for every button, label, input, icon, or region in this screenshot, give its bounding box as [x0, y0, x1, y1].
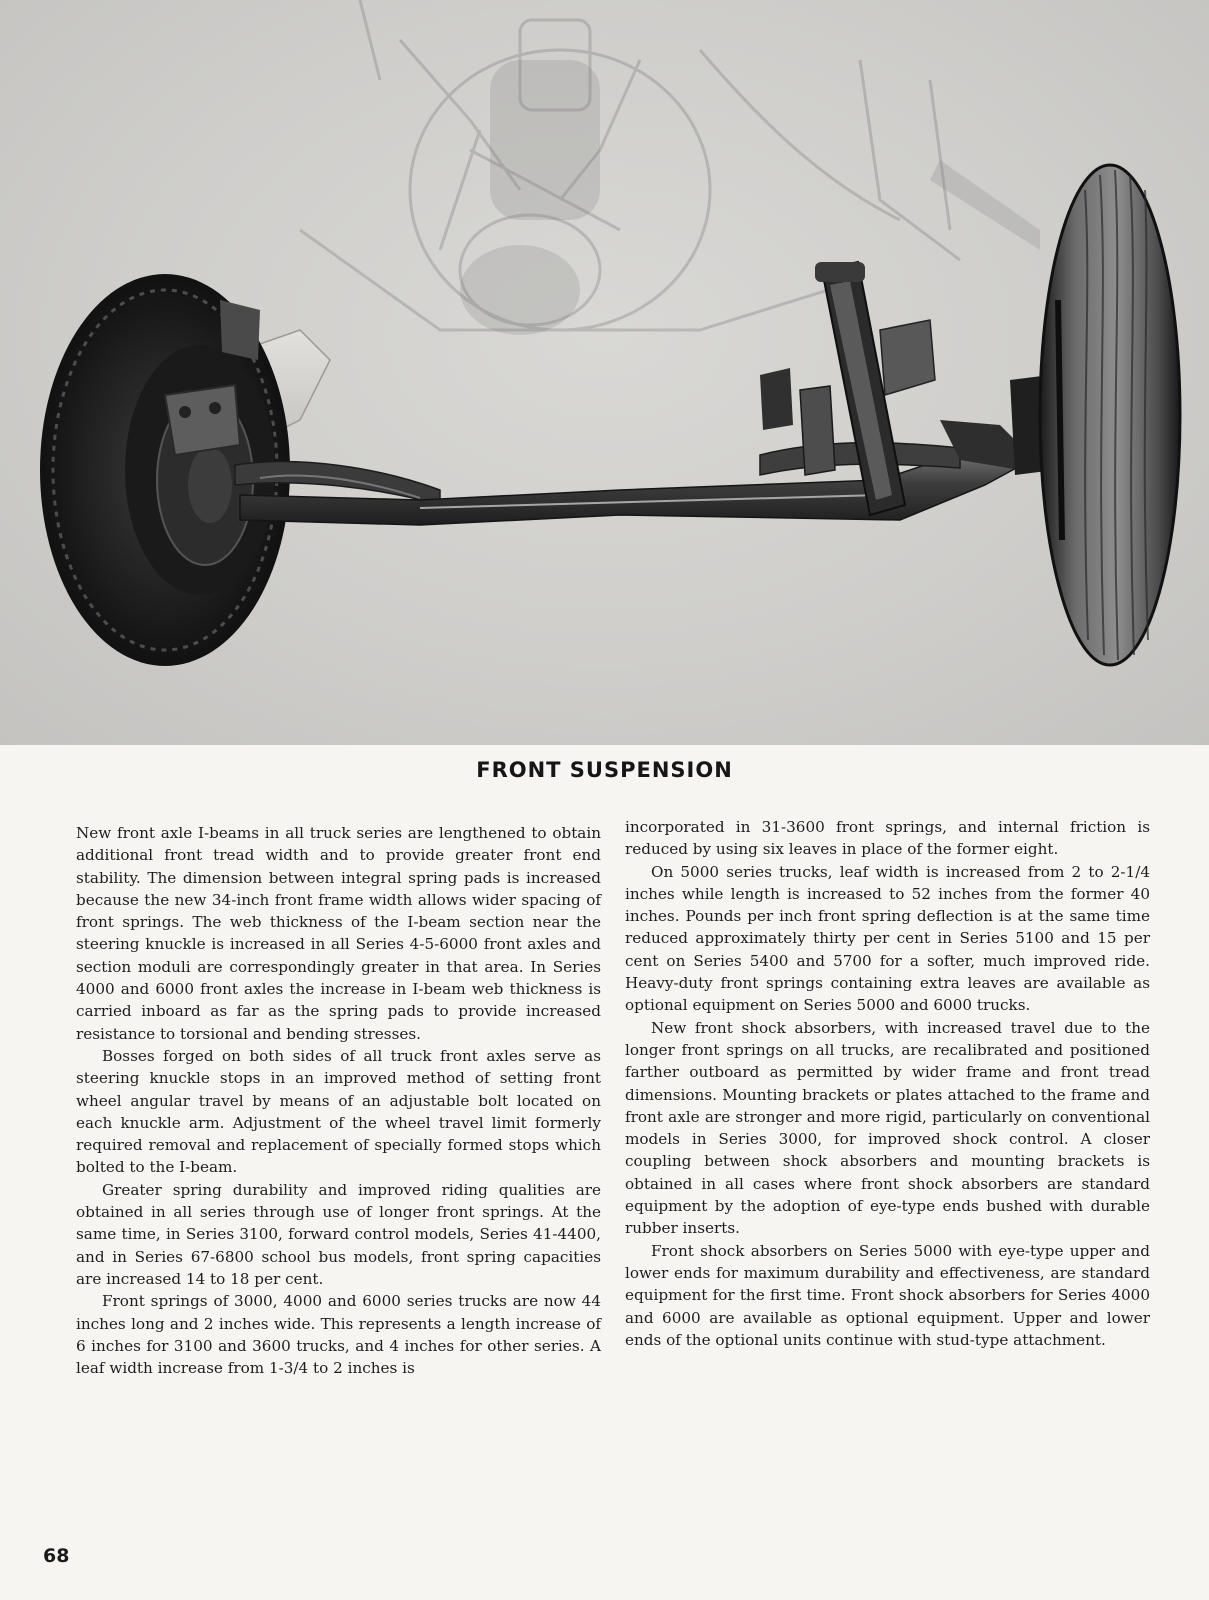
front-axle-illustration: [0, 0, 1209, 745]
paragraph: Greater spring durability and improved riding qualities are obtained in all series through use of longer front springs. At the same time, in Series 3100, forward control models, Series 41-4400, and in Series 67-6800 school bus models, front spring capacities are increased 14 to 18 per cent.: [76, 1180, 601, 1288]
paragraph: On 5000 series trucks, leaf width is increased from 2 to 2-1/4 inches while length is increased to 52 inches from the former 40 inches. Pounds per inch front spring deflection is at the same time reduced approximately thirty per cent in Series 5100 and 15 per cent on Series 5400 and 5700 for a softer, much improved ride. Heavy-duty front springs containing extra leaves are available as optional equipment on Series 5000 and 6000 trucks.: [625, 862, 1150, 1015]
page-title: FRONT SUSPENSION: [476, 758, 733, 782]
paragraph: Bosses forged on both sides of all truck front axles serve as steering knuckle stops in an improved method of setting front wheel angular travel by means of an adjustable bolt located on each knuckle arm. Adjustment of the wheel travel limit formerly required removal and replacement of specially formed stops which bolted to the I-beam.: [76, 1046, 601, 1177]
front-suspension-photo: [0, 0, 1209, 745]
paragraph: New front shock absorbers, with increased travel due to the longer front springs on all trucks, are recalibrated and positioned farther outboard as permitted by wider frame and front tread dimensions. Mounting brackets or plates attached to the frame and front axle are stronger and more rigid, particularly on conventional models in Series 3000, for improved shock control. A closer coupling between shock absorbers and mounting brackets is obtained in all cases where front shock absorbers are standard equipment by the adoption of eye-type ends bushed with durable rubber inserts.: [625, 1018, 1150, 1238]
page-number: 68: [43, 1545, 70, 1567]
paragraph: incorporated in 31-3600 front springs, and internal friction is reduced by using six leaves in place of the former eight.: [625, 818, 1150, 859]
left-text-column: [76, 822, 601, 1379]
paragraph: Front springs of 3000, 4000 and 6000 series trucks are now 44 inches long and 2 inches wide. This represents a length increase of 6 inches for 3100 and 3600 trucks, and 4 inches for other series. A leaf width increase from 1-3/4 to 2 inches is: [76, 1292, 601, 1378]
paragraph: New front axle I-beams in all truck series are lengthened to obtain additional front tread width and to provide greater front end stability. The dimension between integral spring pads is increased because the new 34-inch front frame width allows wider spacing of front springs. The web thickness of the I-beam section near the steering knuckle is increased in all Series 4-5-6000 front axles and section moduli are correspondingly greater in that area. In Series 4000 and 6000 front axles the increase in I-beam web thickness is carried inboard as far as the spring pads to provide increased resistance to torsional and bending stresses.: [76, 824, 601, 1043]
right-text-column: [625, 816, 1150, 1351]
paragraph: Front shock absorbers on Series 5000 with eye-type upper and lower ends for maximum durability and effectiveness, are standard equipment for the first time. Front shock absorbers for Series 4000 and 6000 are available as optional equipment. Upper and lower ends of the optional units continue with stud-type attachment.: [625, 1241, 1150, 1349]
